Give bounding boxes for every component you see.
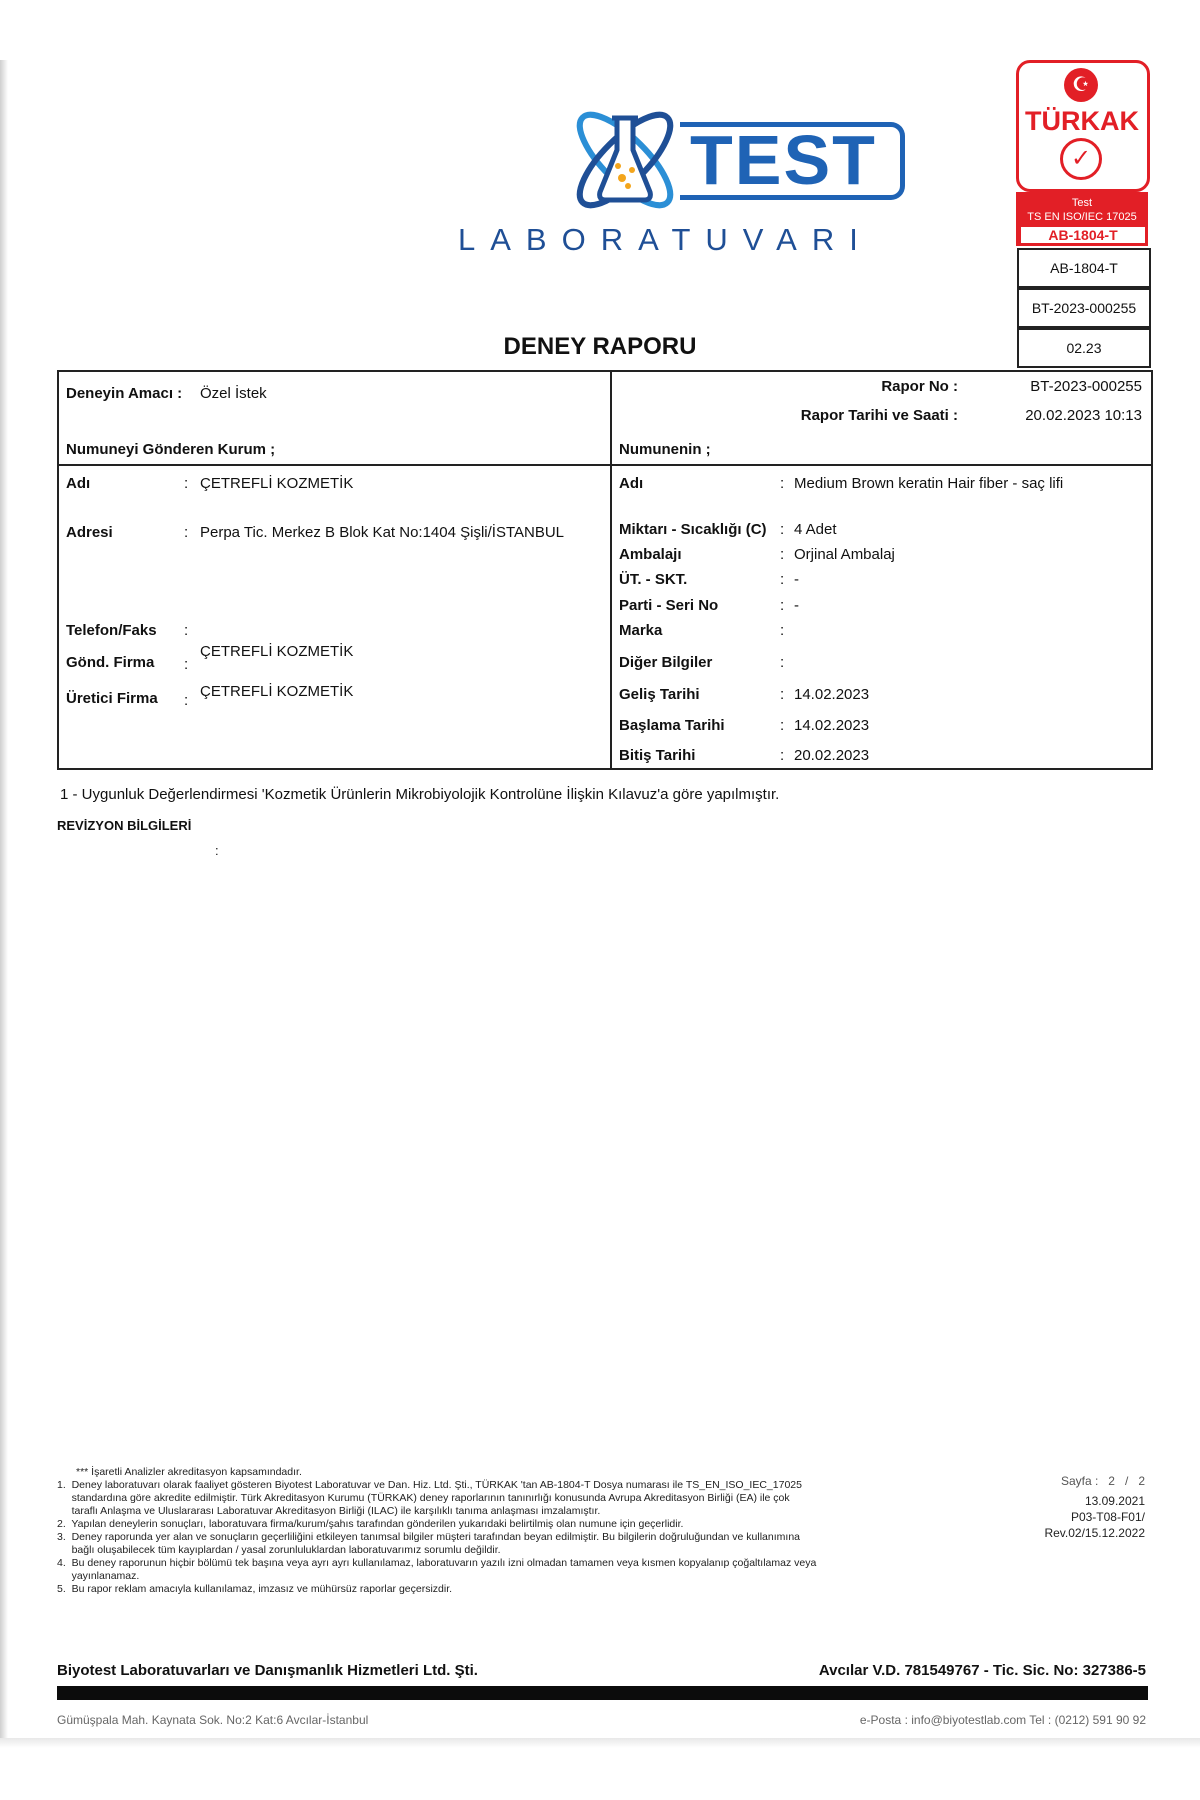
left-address-value: Perpa Tic. Merkez B Blok Kat No:1404 Şişli/İSTANBUL	[200, 524, 565, 541]
revision-title: REVİZYON BİLGİLERİ	[57, 818, 192, 833]
start-date-value: 14.02.2023	[794, 717, 870, 734]
turkak-line1: Test	[1071, 197, 1093, 209]
colon: :	[780, 622, 785, 639]
page-bottom-shadow	[0, 1738, 1200, 1748]
purpose-label: Deneyin Amacı :	[66, 385, 183, 402]
turkak-code: AB-1804-T	[1020, 226, 1146, 244]
colon: :	[184, 622, 189, 639]
colon: :	[184, 475, 189, 492]
colon: :	[780, 686, 785, 703]
left-producer-label: Üretici Firma	[66, 690, 158, 707]
report-info-table	[57, 370, 1153, 770]
footer-address: Gümüşpala Mah. Kaynata Sok. No:2 Kat:6 Avcılar-İstanbul	[57, 1713, 369, 1727]
fine-print-line: 5. Bu rapor reklam amacıyla kullanılamaz, imzasız ve mühürsüz raporlar geçersizdir.	[57, 1583, 453, 1595]
sample-expiry-value: -	[794, 571, 799, 588]
lab-logo-mark	[560, 100, 690, 220]
sample-batch-label: Parti - Seri No	[619, 597, 719, 614]
table-divider-horizontal	[57, 464, 1151, 466]
colon: :	[780, 597, 785, 614]
crescent-star-icon: ☪	[1064, 68, 1098, 102]
report-date-label: Rapor Tarihi ve Saati :	[800, 407, 958, 424]
checkmark-icon: ✓	[1060, 138, 1102, 180]
sample-qty-value: 4 Adet	[794, 521, 837, 538]
left-address-label: Adresi	[66, 524, 113, 541]
page-number: Sayfa : 2 / 2	[1060, 1474, 1145, 1488]
fine-print-line: yayınlanamaz.	[57, 1570, 140, 1582]
colon: :	[780, 747, 785, 764]
colon: :	[780, 717, 785, 734]
sample-qty-label: Miktarı - Sıcaklığı (C)	[619, 521, 767, 538]
turkak-name: TÜRKAK	[1025, 106, 1139, 136]
left-sender-firm-label: Gönd. Firma	[66, 654, 155, 671]
colon: :	[780, 571, 785, 588]
fine-print-line: 2. Yapılan deneylerin sonuçları, laboratuvara firma/kurum/şahıs tarafından gönderilen yukarıdaki belirtilmiş olan numune için geçerlidir.	[57, 1518, 684, 1530]
sample-brand-label: Marka	[619, 622, 663, 639]
side-box-month: 02.23	[1017, 328, 1151, 368]
page-info	[1010, 1473, 1145, 1541]
footer-bar	[57, 1686, 1148, 1700]
side-box-report-no: BT-2023-000255	[1017, 288, 1151, 328]
colon: :	[184, 692, 189, 709]
left-producer-value: ÇETREFLİ KOZMETİK	[200, 683, 354, 700]
sample-other-label: Diğer Bilgiler	[619, 654, 713, 671]
colon: :	[780, 521, 785, 538]
form-revision: Rev.02/15.12.2022	[1044, 1526, 1145, 1540]
fine-print-line: taraflı Anlaşma ve Uluslararası Laboratuvar Akreditasyon Birliği (ILAC) ile karşılıklı tanıma anlaşması imzalamıştır.	[57, 1505, 601, 1517]
footer-contact: e-Posta : info@biyotestlab.com Tel : (0212) 591 90 92	[859, 1713, 1146, 1727]
conformity-note: 1 - Uygunluk Değerlendirmesi 'Kozmetik Ürünlerin Mikrobiyolojik Kontrolüne İlişkin Kılavuz'a göre yapılmıştır.	[60, 786, 780, 803]
table-divider-vertical	[610, 370, 612, 768]
sample-package-value: Orjinal Ambalaj	[794, 546, 895, 563]
sample-batch-value: -	[794, 597, 799, 614]
sample-name-value: Medium Brown keratin Hair fiber - saç lifi	[794, 475, 1064, 492]
page-title: DENEY RAPORU	[503, 333, 697, 360]
sample-label: Numunenin ;	[619, 441, 711, 458]
sample-name-label: Adı	[619, 475, 644, 492]
fine-print-line: bağlı oluşabilecek tüm kayıplardan / yasal zorunluluklardan laboratuvarımız sorumlu değildir.	[57, 1544, 501, 1556]
start-date-label: Başlama Tarihi	[619, 717, 725, 734]
colon: :	[184, 656, 189, 673]
end-date-value: 20.02.2023	[794, 747, 870, 764]
sender-label: Numuneyi Gönderen Kurum ;	[66, 441, 276, 458]
turkak-line2: TS EN ISO/IEC 17025	[1027, 211, 1137, 223]
footer-tax: Avcılar V.D. 781549767 - Tic. Sic. No: 327386-5	[818, 1662, 1146, 1679]
left-phone-label: Telefon/Faks	[66, 622, 157, 639]
fine-print-line: 4. Bu deney raporunun hiçbir bölümü tek başına veya ayrı ayrı kullanılamaz, laboratuvarın yazılı izni olmadan tamamen veya kısmen kopyalanıp çoğaltılamaz veya	[57, 1557, 817, 1569]
left-sender-firm-value: ÇETREFLİ KOZMETİK	[200, 643, 354, 660]
end-date-label: Bitiş Tarihi	[619, 747, 696, 764]
fine-print-line: 3. Deney raporunda yer alan ve sonuçların geçerliliğini etkileyen tanımsal bilgiler müşteri tarafından beyan edilmiştir. Bu bilgilerin doğruluğundan ve kullanımına	[57, 1531, 800, 1543]
report-date-value: 20.02.2023 10:13	[1025, 407, 1142, 424]
colon: :	[780, 546, 785, 563]
colon: :	[780, 475, 785, 492]
sample-package-label: Ambalajı	[619, 546, 682, 563]
form-date: 13.09.2021	[1084, 1494, 1145, 1508]
colon: :	[780, 654, 785, 671]
revision-colon: :	[215, 843, 219, 858]
arrival-date-value: 14.02.2023	[794, 686, 870, 703]
form-code: P03-T08-F01/	[1070, 1510, 1145, 1524]
fine-print	[57, 1466, 937, 1596]
fine-print-line: standardına göre akredite edilmiştir. Türk Akreditasyon Kurumu (TÜRKAK) deney raporlarının tanınırlığı konusunda Avrupa Akreditasyon Birliği (EA) ile çok	[57, 1492, 790, 1504]
footer-company: Biyotest Laboratuvarları ve Danışmanlık Hizmetleri Ltd. Şti.	[57, 1662, 478, 1679]
sample-expiry-label: ÜT. - SKT.	[619, 571, 688, 588]
logo-subtitle: LABORATUVARI	[458, 222, 873, 257]
report-no-label: Rapor No :	[881, 378, 958, 395]
fine-print-line: 1. Deney laboratuvarı olarak faaliyet gösteren Biyotest Laboratuvar ve Dan. Hiz. Ltd. Şti., TÜRKAK 'tan AB-1804-T Dosya numarası ile TS_EN_ISO_IEC_17025	[57, 1479, 802, 1491]
purpose-value: Özel İstek	[200, 385, 267, 402]
colon: :	[184, 524, 189, 541]
fine-print-line: *** İşaretli Analizler akreditasyon kapsamındadır.	[76, 1466, 302, 1478]
side-box-accreditation: AB-1804-T	[1017, 248, 1151, 288]
logo-word: TEST	[690, 121, 877, 199]
report-no-value: BT-2023-000255	[1030, 378, 1142, 395]
left-name-value: ÇETREFLİ KOZMETİK	[200, 475, 354, 492]
arrival-date-label: Geliş Tarihi	[619, 686, 700, 703]
left-name-label: Adı	[66, 475, 91, 492]
page-edge-shadow	[0, 60, 8, 1740]
